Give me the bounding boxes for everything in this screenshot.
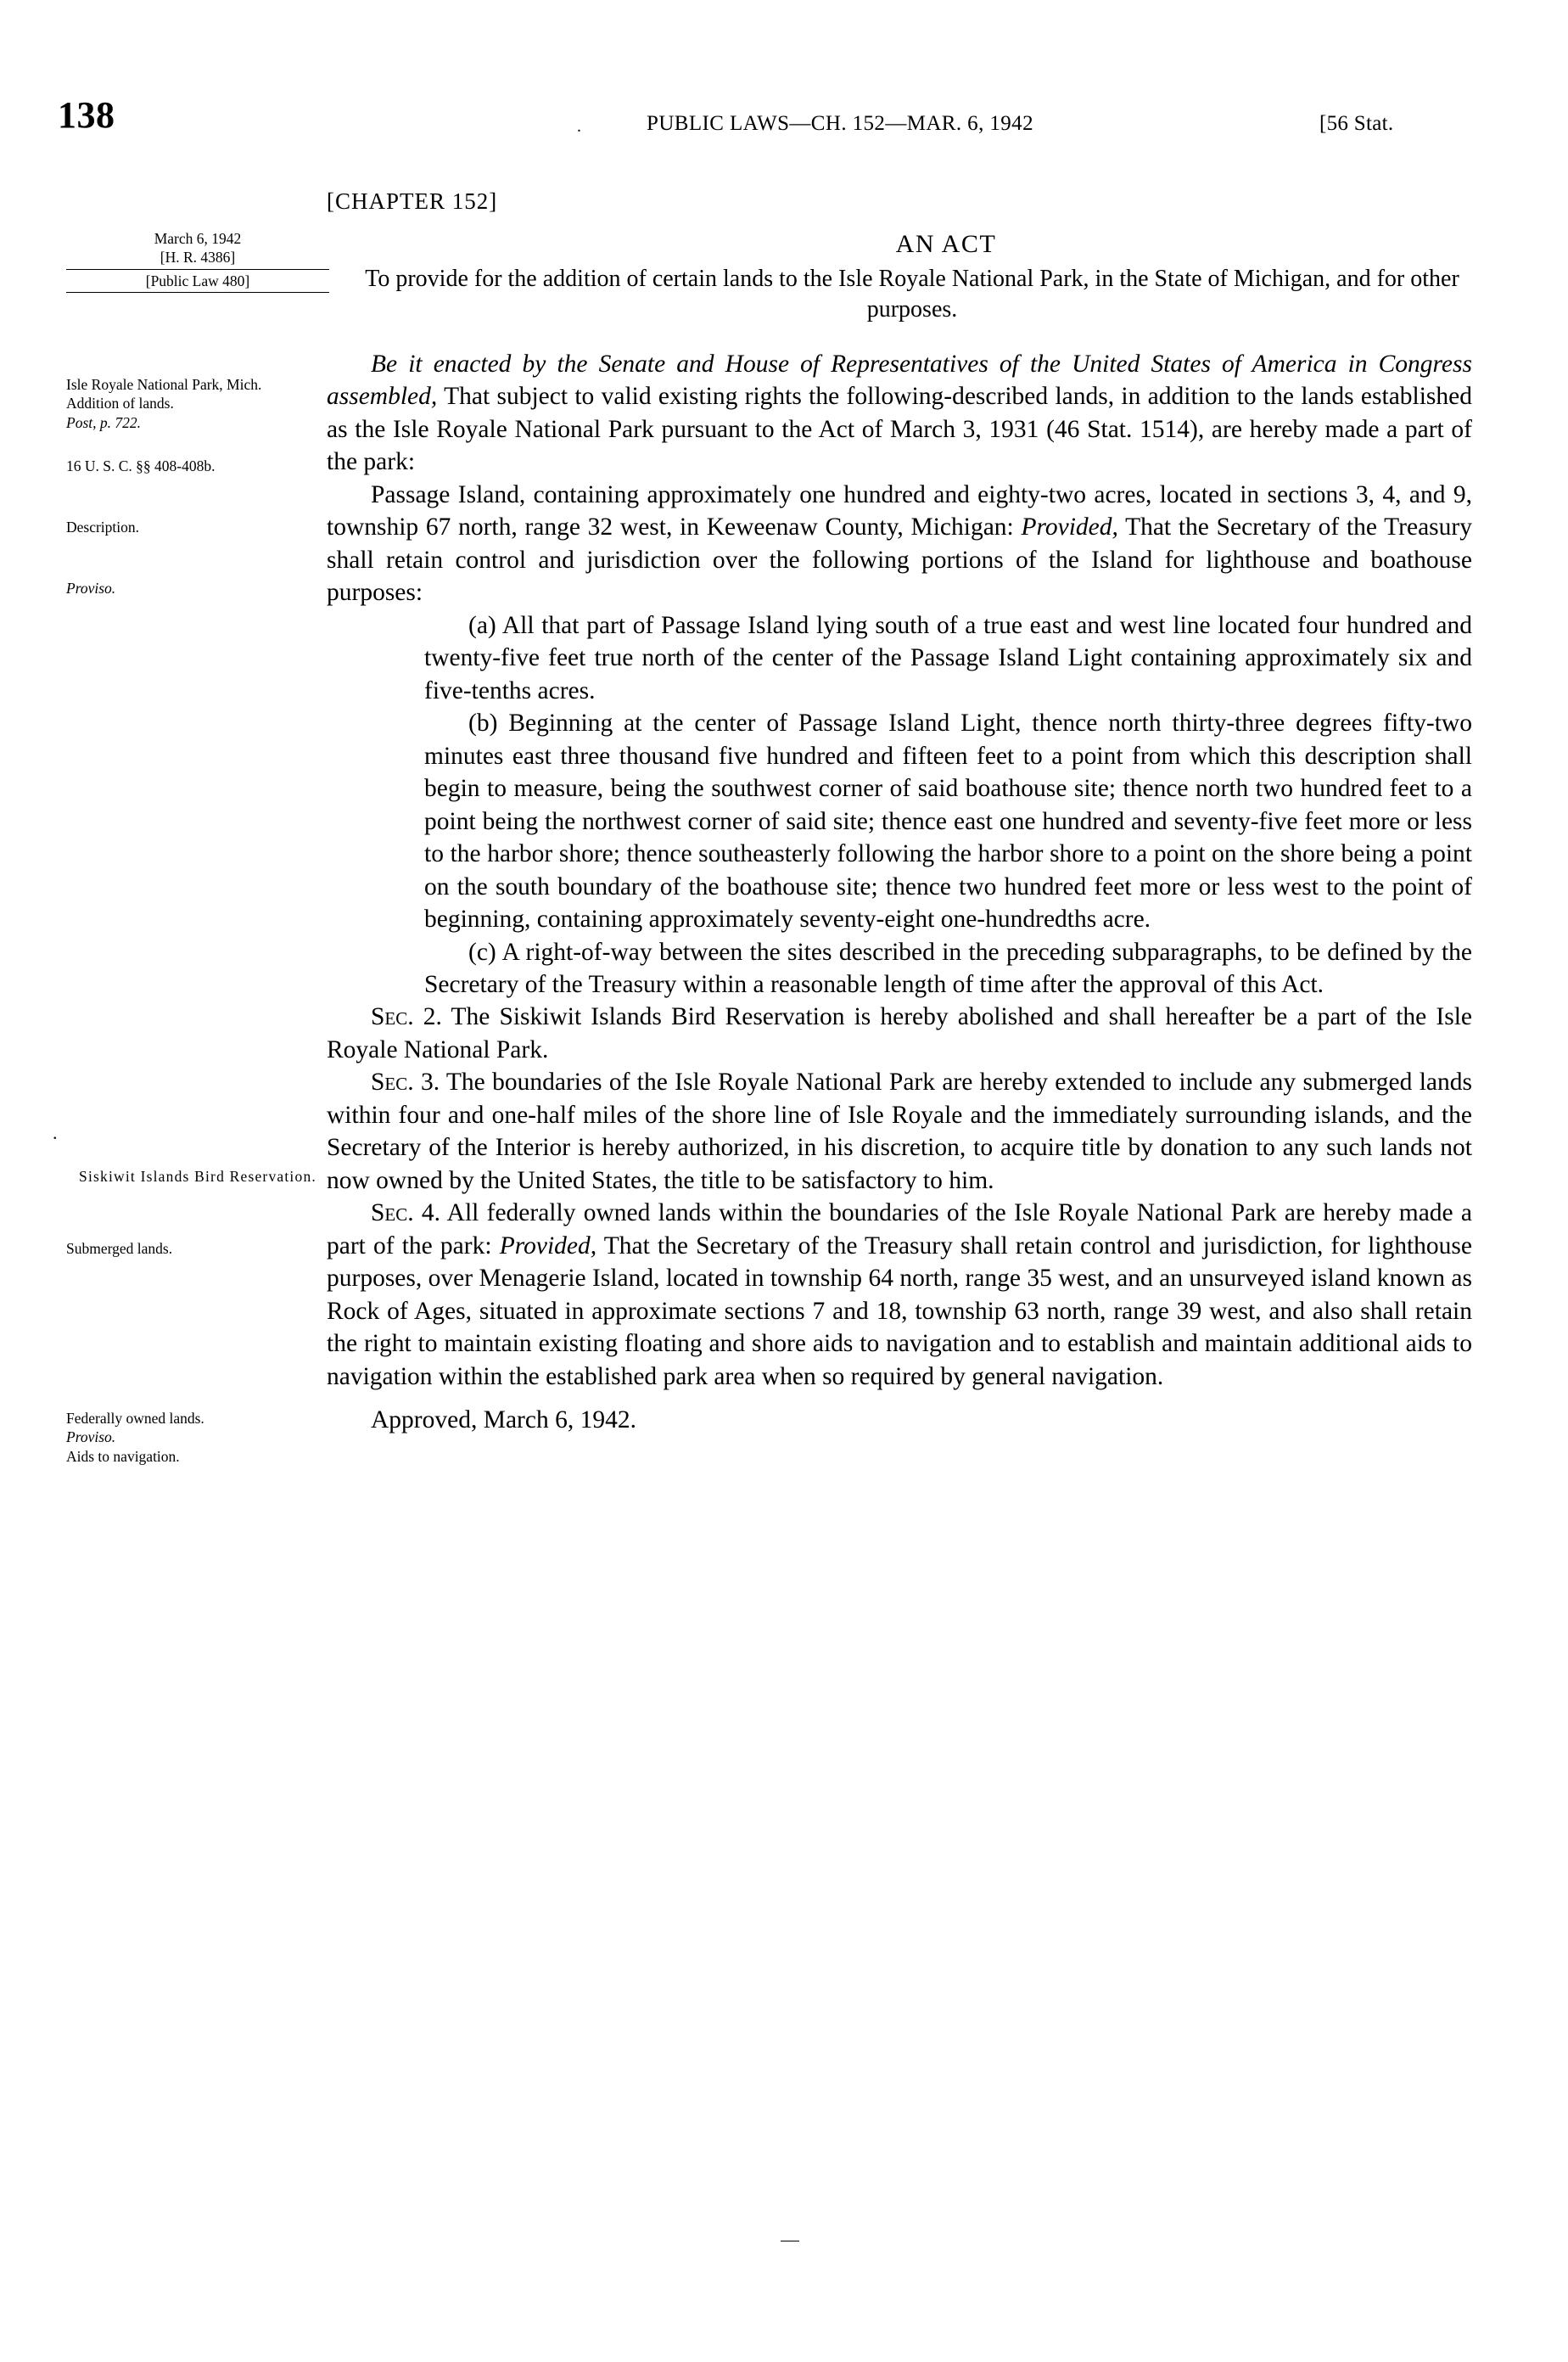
section-2-label: Sec. 2.	[371, 1003, 442, 1031]
decorative-mark: .	[577, 117, 581, 136]
passage-island-paragraph	[327, 479, 1472, 609]
approval-line: Approved, March 6, 1942.	[371, 1406, 636, 1434]
sidenote-subject: Isle Royale National Park, Mich.	[66, 376, 262, 393]
sidenote-divider-2	[66, 292, 329, 293]
section-3-label: Sec. 3.	[371, 1069, 440, 1097]
sidenote-proviso-block	[66, 579, 329, 598]
proviso-keyword: Provided,	[1021, 513, 1118, 541]
margin-tick-mark: .	[53, 1122, 58, 1143]
enacting-clause: Be it enacted by the Senate and House of Representatives of the United States of America in Congress assembled,	[327, 350, 1472, 411]
proviso-keyword-2: Provided,	[499, 1231, 597, 1260]
sidenote-bill-number: [H. R. 4386]	[160, 249, 236, 266]
sidenote-description-block	[66, 518, 329, 536]
enacting-remainder: That subject to valid existing rights the following-described lands, in addition to the lands established as the Isle Royale National Park pursuant to the Act of March 3, 1931 (46 Stat. 1514), are hereby made a part of the park:	[327, 383, 1473, 476]
sidenote-post-ref: Post, p. 722.	[66, 413, 141, 431]
sidenote-proviso-2: Proviso.	[66, 1428, 116, 1446]
section-3-text: The boundaries of the Isle Royale National Park are hereby extended to include any submerged lands within four and one-half miles of the shore line of Isle Royale and the immediately surrounding islands, and the Secretary of the Interior is hereby authorized, in his discretion, to acquire title by donation to any such lands not now owned by the United States, the title to be satisfactory to him.	[327, 1069, 1472, 1194]
volume-reference: [56 Stat.	[1319, 112, 1394, 135]
subparagraph-c: (c) A right-of-way between the sites described in the preceding subparagraphs, to be defined by the Secretary of the Treasury within a reasonable length of time after the approval of this Act.	[424, 938, 1472, 998]
section-2-text: The Siskiwit Islands Bird Reservation is hereby abolished and shall hereafter be a part of the Isle Royale National Park.	[327, 1003, 1472, 1063]
sidenote-description: Description.	[66, 519, 140, 536]
act-heading: AN ACT	[895, 230, 997, 258]
section-4-paragraph	[327, 1197, 1472, 1393]
section-3-paragraph	[327, 1066, 1472, 1197]
page-folio: 138	[58, 94, 115, 136]
section-4-label: Sec. 4.	[371, 1199, 441, 1227]
sidenote-siskiwit: Siskiwit Islands Bird Reservation.	[79, 1168, 316, 1185]
sidenote-federal-lands: Federally owned lands.	[66, 1410, 204, 1427]
passage-island-pre: Passage Island, containing approximately one hundred and eighty-two acres, located in sections 3, 4, and 9, township 67 north, range 32 west, in Keweenaw County, Michigan:	[327, 480, 1472, 541]
sidenote-submerged: Submerged lands.	[66, 1240, 173, 1257]
sidenote-date-block	[66, 229, 329, 295]
enacting-paragraph	[327, 348, 1472, 479]
main-text-column	[327, 188, 1472, 1434]
running-head-center	[475, 112, 1205, 136]
running-head-right	[1319, 112, 1393, 136]
subparagraph-a: (a) All that part of Passage Island lying south of a true east and west line located four hundred and twenty-five feet true north of the center of the Passage Island Light containing approximately six and five-tenths acres.	[424, 611, 1472, 704]
section-4-text-pre: All federally owned lands within the boundaries of the Isle Royale National Park are hereby made a part of the park:	[327, 1199, 1472, 1260]
passage-island-post: That the Secretary of the Treasury shall retain control and jurisdiction over the following portions of the Island for lighthouse and boathouse purposes:	[327, 513, 1472, 607]
subparagraph-b: (b) Beginning at the center of Passage Island Light, thence north thirty-three degrees fifty-two minutes east three thousand five hundred and fifteen feet to a point from which this description shall begin to measure, being the southwest corner of said boathouse site; thence north two hundred feet to a point being the northwest corner of said site; thence east one hundred and seventy-five feet more or less to the harbor shore; thence southeasterly following the harbor shore to a point on the shore being a point on the south boundary of the boathouse site; thence two hundred feet more or less west to the point of beginning, containing approximately seventy-eight one-hundredths acre.	[424, 710, 1472, 934]
sidenote-subject-block	[66, 375, 329, 432]
sidenote-federal-block	[66, 1409, 329, 1466]
sidenote-siskiwit-block	[66, 1167, 329, 1186]
sidenote-submerged-block	[66, 1239, 329, 1258]
chapter-label: [CHAPTER 152]	[327, 188, 498, 214]
sidenote-usc-ref: 16 U. S. C. §§ 408-408b.	[66, 457, 216, 474]
sidenote-subject-2: Addition of lands.	[66, 395, 174, 412]
sidenote-proviso-1: Proviso.	[66, 580, 116, 597]
act-description: To provide for the addition of certain lands to the Isle Royale National Park, in the State of Michigan, and for other purposes.	[365, 266, 1459, 323]
sidenote-divider	[66, 269, 329, 270]
sidenote-aids: Aids to navigation.	[66, 1447, 180, 1465]
sidenote-usc-block	[66, 457, 329, 475]
sidenote-date: March 6, 1942	[154, 230, 242, 247]
section-2-paragraph	[327, 1001, 1472, 1066]
sidenote-public-law: [Public Law 480]	[145, 272, 250, 289]
section-4-text-post: That the Secretary of the Treasury shall retain control and jurisdiction, for lighthouse purposes, over Menagerie Island, located in township 64 north, range 35 west, and an unsurveyed island known as Rock of Ages, situated in approximate sections 7 and 18, township 63 north, range 39 west, and also shall retain the right to maintain existing floating and shore aids to navigation and to establish and maintain additional aids to navigation within the established park area when so required by general navigation.	[327, 1231, 1472, 1390]
running-head-text: PUBLIC LAWS—CH. 152—MAR. 6, 1942	[647, 112, 1033, 135]
